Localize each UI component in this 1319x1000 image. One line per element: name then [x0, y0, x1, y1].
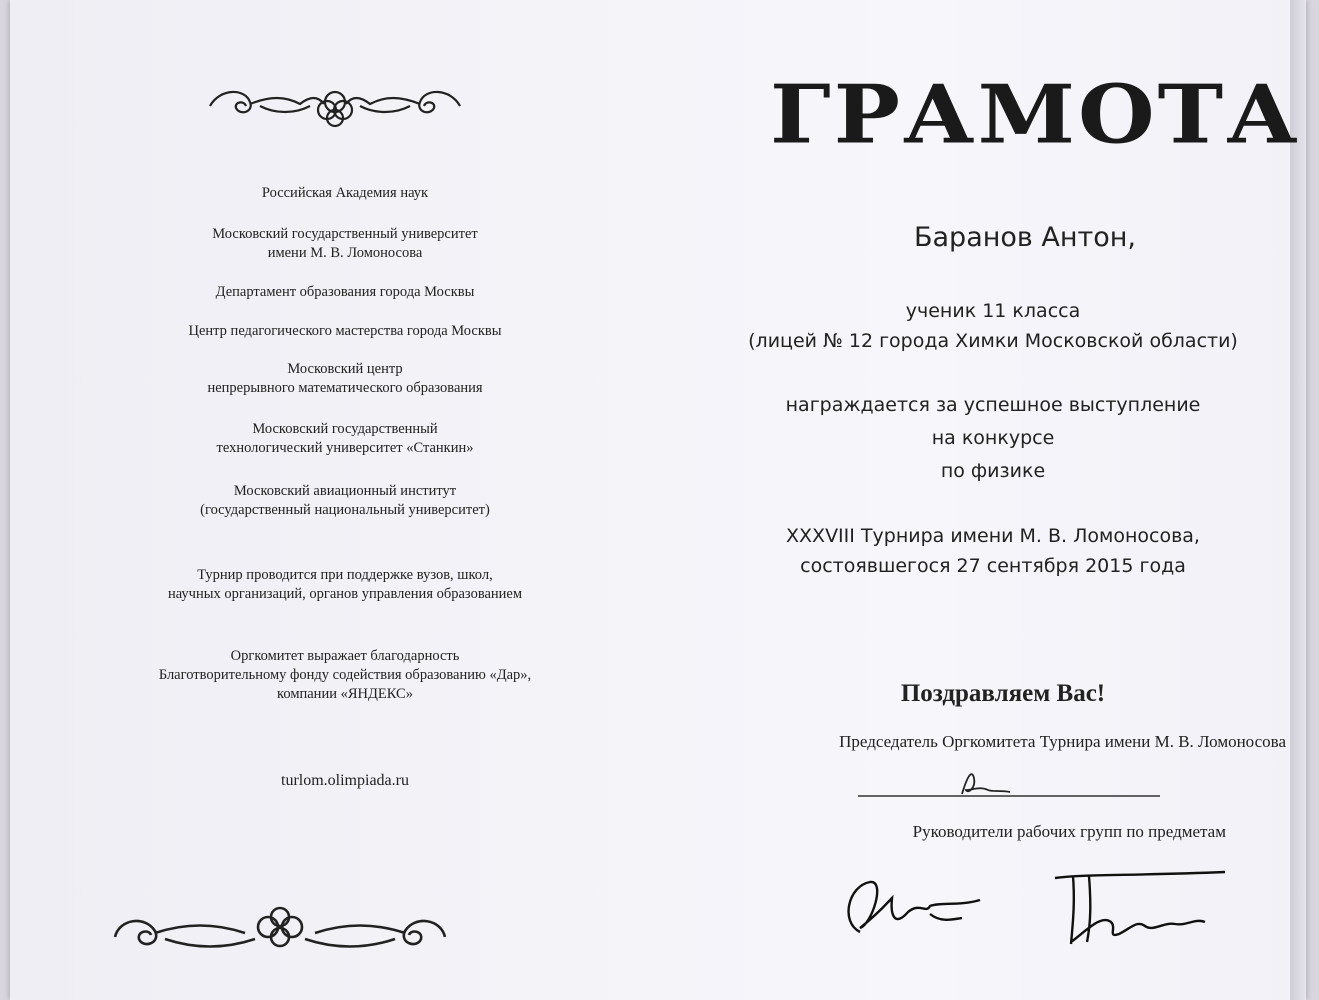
signature-right-icon	[1045, 862, 1235, 957]
support-line: научных организаций, органов управления образованием	[167, 586, 523, 602]
thanks-line: компании «ЯНДЕКС»	[277, 686, 413, 702]
org-line: Центр педагогического мастерства города Москвы	[188, 323, 502, 339]
org-msu	[10, 225, 680, 263]
org-line: имени М. В. Ломоносова	[267, 245, 423, 261]
org-line: технологический университет «Станкин»	[216, 440, 474, 456]
org-line: Московский центр	[287, 361, 403, 377]
org-line: Российская Академия наук	[261, 185, 429, 201]
award-line-3: по физике	[940, 460, 1046, 482]
org-line: Московский государственный	[252, 421, 438, 437]
recipient-grade: ученик 11 класса	[905, 300, 1081, 322]
congratulations: Поздравляем Вас!	[900, 680, 1106, 707]
chair-signature-icon	[850, 760, 1170, 810]
org-stankin	[10, 420, 680, 458]
website-text: turlom.olimpiada.ru	[281, 772, 409, 789]
org-line: Московский государственный университет	[212, 226, 478, 242]
org-line: Департамент образования города Москвы	[215, 284, 475, 300]
tournament-line-1: XXXVIII Турнира имени М. В. Ломоносова,	[786, 525, 1200, 547]
signature-left-icon	[830, 862, 990, 952]
org-mccme	[10, 360, 680, 398]
thanks-line: Благотворительному фонду содействия образованию «Дар»,	[158, 667, 532, 683]
thanks-note	[10, 647, 680, 704]
org-ras	[10, 184, 680, 203]
recipient-school: (лицей № 12 города Химки Московской области)	[748, 330, 1238, 352]
org-education-dept	[10, 283, 680, 302]
ornament-bottom-icon	[105, 895, 455, 967]
support-note	[10, 566, 680, 604]
subject-heads-title: Руководители рабочих групп по предметам	[912, 822, 1226, 841]
thanks-line: Оргкомитет выражает благодарность	[230, 648, 460, 664]
ornament-top-icon	[200, 74, 470, 134]
org-line: непрерывного математического образования	[207, 380, 483, 396]
org-line: (государственный национальный университет)	[200, 502, 490, 518]
award-line-2: на конкурсе	[931, 427, 1055, 449]
left-panel	[10, 0, 680, 1000]
website	[10, 771, 680, 790]
certificate-title: ГРАМОТА	[770, 66, 1301, 162]
support-line: Турнир проводится при поддержке вузов, школ,	[197, 567, 493, 583]
recipient-name: Баранов Антон,	[913, 222, 1137, 253]
certificate-sheet	[10, 0, 1306, 1000]
right-panel	[680, 0, 1306, 1000]
award-line-1: награждается за успешное выступление	[785, 394, 1201, 416]
org-line: Московский авиационный институт	[233, 483, 457, 499]
org-mai	[10, 482, 680, 520]
org-pedagogical-center	[10, 322, 680, 341]
chair-title: Председатель Оргкомитета Турнира имени М. В. Ломоносова	[839, 732, 1286, 751]
tournament-line-2: состоявшегося 27 сентября 2015 года	[800, 555, 1186, 577]
